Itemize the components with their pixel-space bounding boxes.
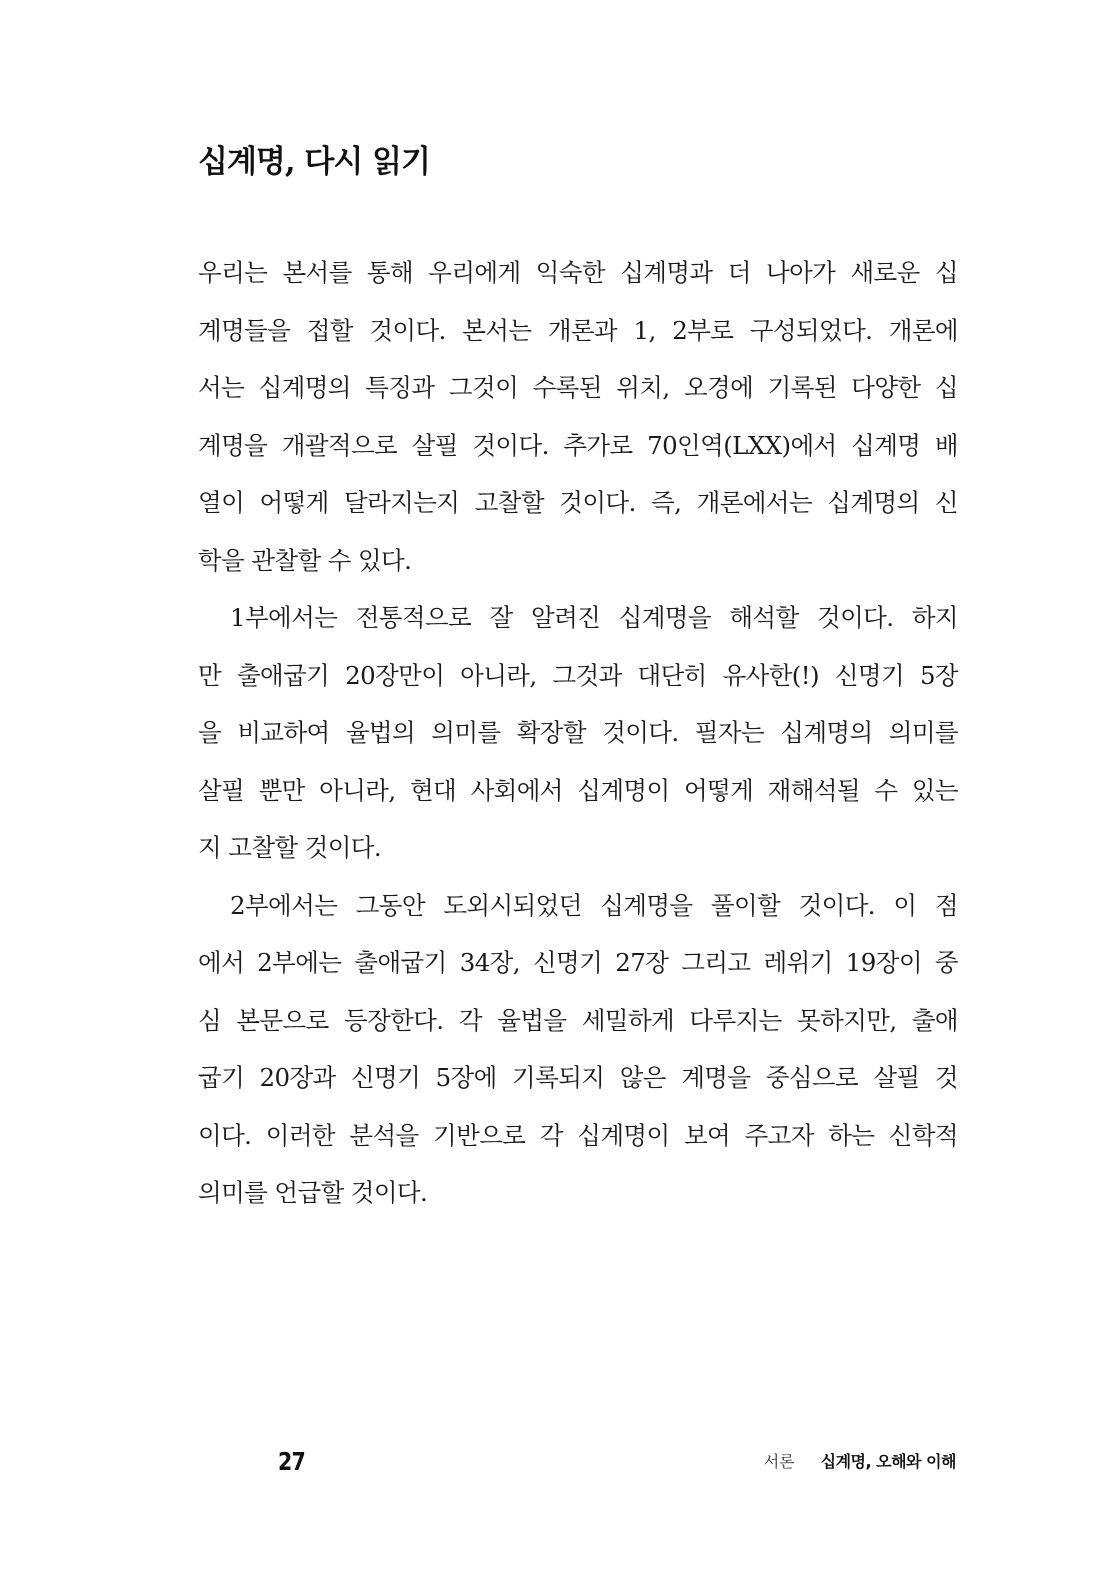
running-head-title: 십계명, 오해와 이해	[820, 1452, 956, 1471]
paragraph-part-one	[198, 589, 958, 877]
paragraph-intro	[198, 244, 958, 589]
text-line: 열이 어떻게 달라지는지 고찰할 것이다. 즉, 개론에서는 십계명의 신	[198, 488, 958, 517]
text-line: 계명을 개괄적으로 살필 것이다. 추가로 70인역(LXX)에서 십계명 배	[198, 430, 958, 460]
text-line: 굽기 20장과 신명기 5장에 기록되지 않은 계명을 중심으로 살필 것	[198, 1063, 958, 1092]
text-line: 우리는 본서를 통해 우리에게 익숙한 십계명과 더 나아가 새로운 십	[198, 258, 958, 287]
page-footer	[0, 1442, 1102, 1482]
text-line: 지 고찰할 것이다.	[198, 833, 382, 862]
text-line: 을 비교하여 율법의 의미를 확장할 것이다. 필자는 십계명의 의미를	[198, 718, 958, 747]
section-title: 십계명, 다시 읽기	[198, 144, 430, 180]
running-head-part: 서론	[763, 1452, 795, 1471]
text-line: 의미를 언급할 것이다.	[198, 1178, 428, 1207]
text-line: 살필 뿐만 아니라, 현대 사회에서 십계명이 어떻게 재해석될 수 있는	[198, 775, 958, 805]
text-line: 만 출애굽기 20장만이 아니라, 그것과 대단히 유사한(!) 신명기 5장	[198, 660, 958, 690]
running-head	[764, 1442, 956, 1483]
text-line: 학을 관찰할 수 있다.	[198, 545, 412, 575]
text-line: 서는 십계명의 특징과 그것이 수록된 위치, 오경에 기록된 다양한 십	[198, 373, 958, 402]
text-line: 계명들을 접할 것이다. 본서는 개론과 1, 2부로 구성되었다. 개론에	[198, 315, 958, 345]
body-text	[198, 244, 958, 1222]
text-line: 1부에서는 전통적으로 잘 알려진 십계명을 해석할 것이다. 하지	[230, 603, 958, 632]
text-line: 이다. 이러한 분석을 기반으로 각 십계명이 보여 주고자 하는 신학적	[198, 1120, 958, 1150]
text-line: 심 본문으로 등장한다. 각 율법을 세밀하게 다루지는 못하지만, 출애	[198, 1005, 958, 1035]
page-number: 27	[278, 1447, 305, 1476]
text-line: 에서 2부에는 출애굽기 34장, 신명기 27장 그리고 레위기 19장이 중	[198, 948, 958, 977]
text-line: 2부에서는 그동안 도외시되었던 십계명을 풀이할 것이다. 이 점	[230, 890, 958, 920]
paragraph-part-two	[198, 877, 958, 1222]
